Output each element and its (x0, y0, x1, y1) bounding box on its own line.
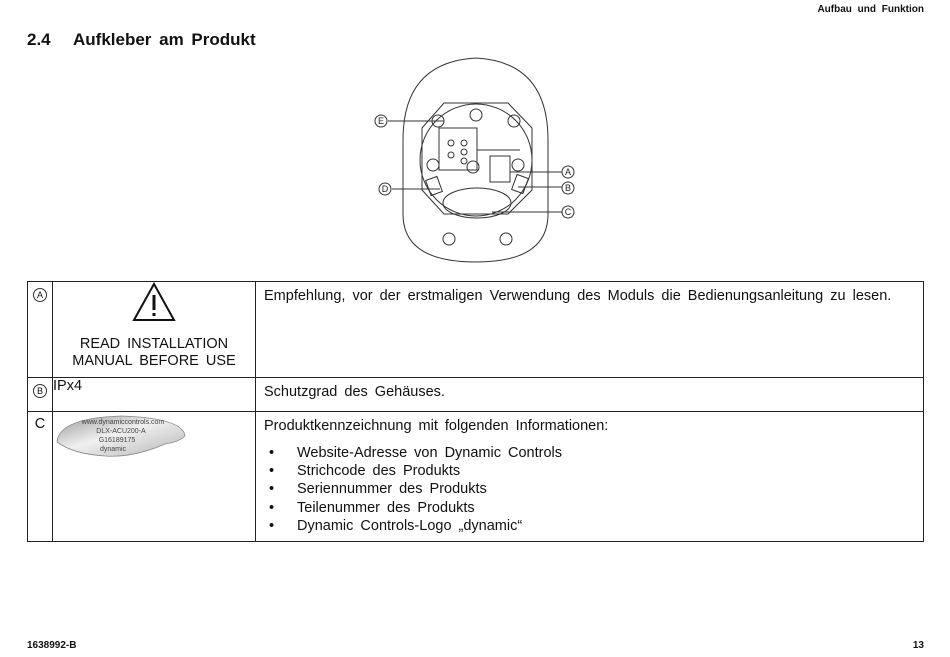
housing-outline (403, 58, 548, 262)
callout-a: A (564, 167, 572, 177)
info-list (264, 444, 923, 535)
row-marker: B (33, 384, 47, 398)
label-table (27, 281, 924, 542)
table-row (28, 282, 924, 378)
table-row (28, 412, 924, 542)
row-description: Empfehlung, vor der erstmaligen Verwendung des Moduls die Bedienungsanleitung zu lesen. (256, 282, 924, 378)
chapter-header: Aufbau und Funktion (817, 4, 924, 15)
warning-triangle-icon (132, 282, 176, 322)
ip-rating: IPx4 (53, 378, 256, 412)
list-item: • Teilenummer des Produkts (289, 499, 923, 517)
page-number: 13 (912, 640, 924, 651)
connector-block (439, 128, 477, 170)
product-label-image (53, 412, 189, 460)
document-id: 1638992-B (27, 640, 77, 651)
list-item: • Website-Adresse von Dynamic Controls (289, 444, 923, 462)
list-item: • Strichcode des Produkts (289, 462, 923, 480)
svg-text:DLX-ACU200-A: DLX-ACU200-A (96, 428, 146, 435)
table-row (28, 378, 924, 412)
small-chip (490, 156, 510, 182)
svg-text:G16189175: G16189175 (98, 437, 136, 444)
warning-text: READ INSTALLATION MANUAL BEFORE USE (72, 336, 236, 369)
callout-d: D (381, 184, 389, 194)
list-item: • Dynamic Controls-Logo „dynamic“ (289, 517, 923, 535)
product-diagram (370, 52, 590, 267)
section-title (27, 30, 256, 50)
row-description: Schutzgrad des Gehäuses. (256, 378, 924, 412)
svg-text:dynamic: dynamic (99, 446, 127, 453)
section-title-text: Aufkleber am Produkt (73, 30, 256, 49)
section-number: 2.4 (27, 30, 51, 49)
row-marker: A (33, 288, 47, 302)
svg-text:www.dynamiccontrols.com: www.dynamiccontrols.com (81, 419, 165, 426)
callout-c: C (564, 207, 572, 217)
callout-e: E (377, 116, 385, 126)
list-item: • Seriennummer des Produkts (289, 480, 923, 498)
callout-b: B (564, 183, 572, 193)
row-marker: C (28, 412, 53, 542)
row-description: Produktkennzeichnung mit folgenden Informationen: (264, 418, 609, 434)
